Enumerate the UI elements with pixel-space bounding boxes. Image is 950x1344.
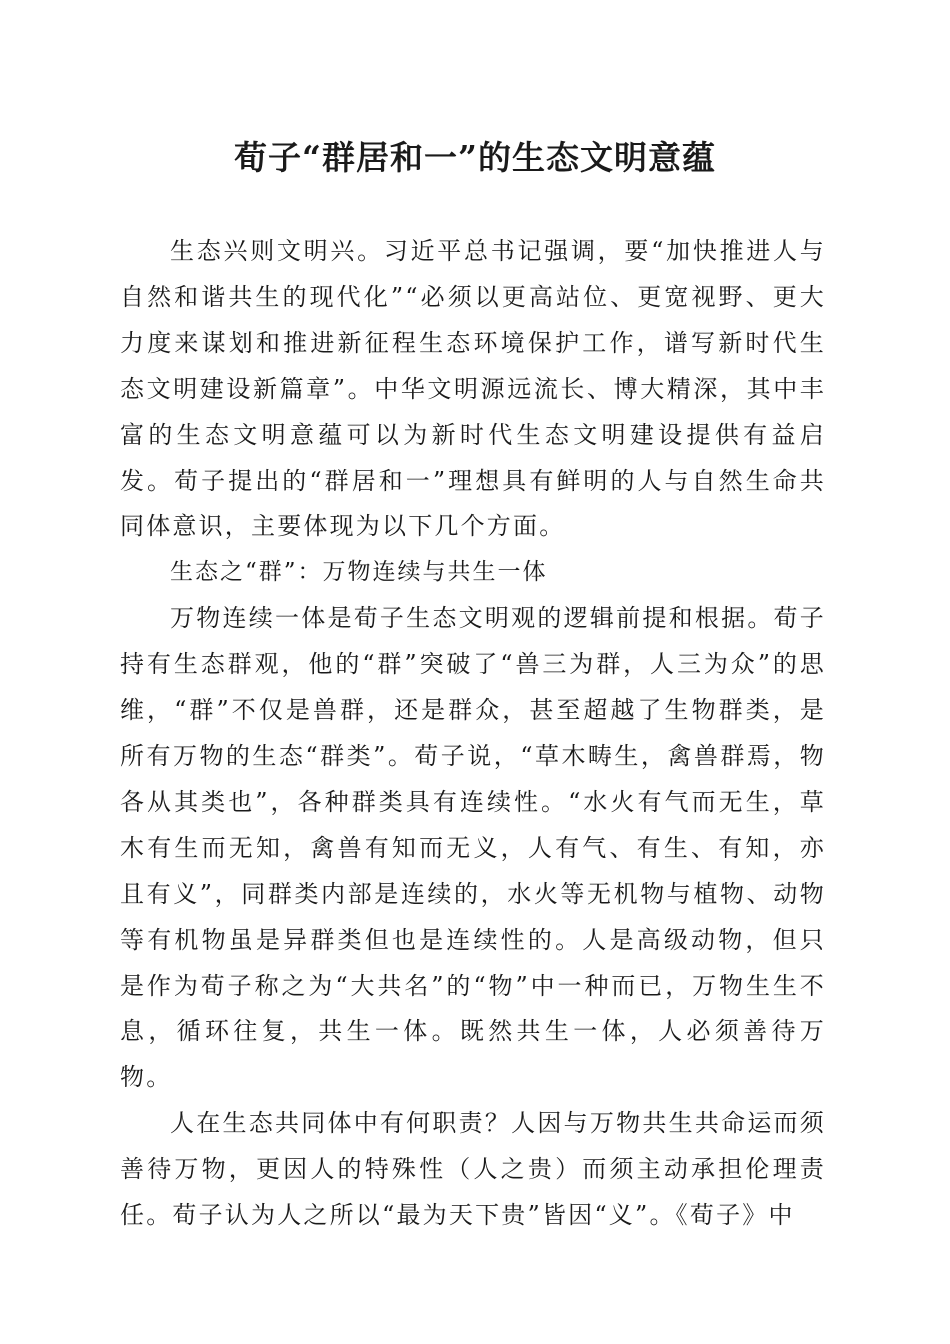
- paragraph-responsibility: 人在生态共同体中有何职责？人因与万物共生共命运而须善待万物，更因人的特殊性（人之贵）而须主动承担伦理责任。荀子认为人之所以“最为天下贵”皆因“义”。《荀子》中: [120, 1109, 826, 1230]
- paragraph-intro: 生态兴则文明兴。习近平总书记强调，要“加快推进人与自然和谐共生的现代化”“必须以更高站位、更宽视野、更大力度来谋划和推进新征程生态环境保护工作，谱写新时代生态文明建设新篇章”。中华文明源远流长、博大精深，其中丰富的生态文明意蕴可以为新时代生态文明建设提供有益启发。荀子提出的“群居和一”理想具有鲜明的人与自然生命共同体意识，主要体现为以下几个方面。: [120, 237, 826, 541]
- section-heading: 生态之“群”：万物连续与共生一体: [170, 559, 548, 586]
- paragraph-continuity: 万物连续一体是荀子生态文明观的逻辑前提和根据。荀子持有生态群观，他的“群”突破了“兽三为群，人三为众”的思维，“群”不仅是兽群，还是群众，甚至超越了生物群类，是所有万物的生态“群类”。荀子说，“草木畴生，禽兽群焉，物各从其类也”，各种群类具有连续性。“水火有气而无生，草木有生而无知，禽兽有知而无义，人有气、有生、有知，亦且有义”，同群类内部是连续的，水火等无机物与植物、动物等有机物虽是异群类但也是连续性的。人是高级动物，但只是作为荀子称之为“大共名”的“物”中一种而已，万物生生不息，循环往复，共生一体。既然共生一体，人必须善待万物。: [120, 604, 826, 1092]
- document-body: [120, 229, 826, 1239]
- document-title: 荀子“群居和一”的生态文明意蕴: [234, 138, 716, 177]
